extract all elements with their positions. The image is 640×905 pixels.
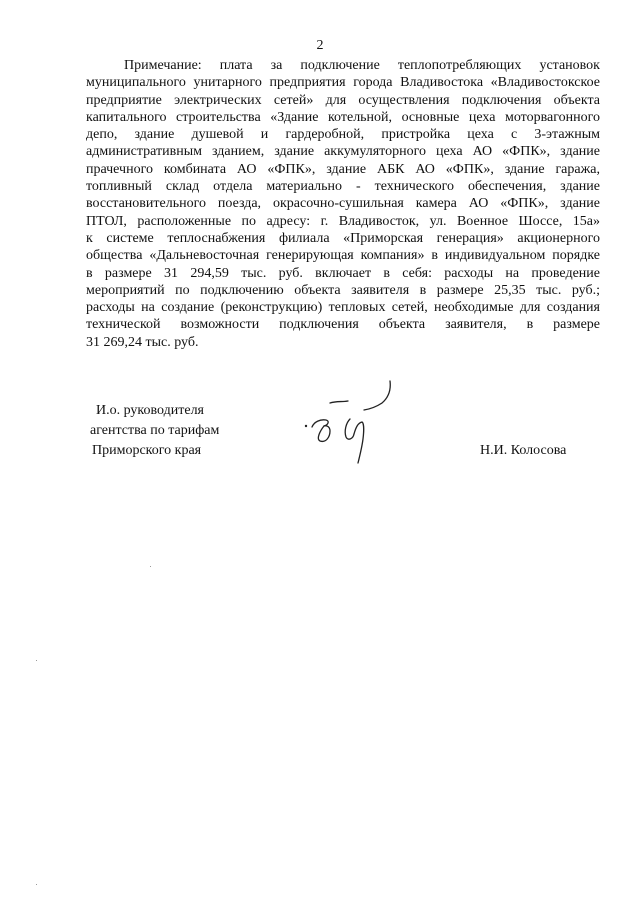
note-line: 31 269,24 тыс. руб. [86, 334, 199, 350]
signer-position [90, 401, 219, 461]
note-line: депо, здание душевой и гардеробной, пристройка цеха с 3-этажным [86, 127, 600, 143]
signer-position-line: И.о. руководителя [96, 403, 205, 418]
signature-block [0, 401, 640, 471]
note-line: мероприятий по подключению объекта заявителя в размере 25,35 тыс. руб.; [86, 282, 600, 298]
note-line: капитального строительства «Здание котельной, основные цеха моторвагонного [86, 109, 600, 125]
note-line: административным зданием, здание аккумуляторного цеха АО «ФПК», здание [86, 144, 600, 160]
note-paragraph [86, 57, 600, 351]
signer-position-line: Приморского края [92, 443, 202, 458]
page-number: 2 [316, 38, 324, 53]
note-line: в размере 31 294,59 тыс. руб. включает в себя: расходы на проведение [86, 265, 600, 281]
note-line: муниципального унитарного предприятия города Владивостока «Владивостокское [86, 75, 600, 91]
scan-speck [150, 566, 151, 567]
note-line: восстановительного поезда, окрасочно-сушильная камера АО «ФПК», здание [86, 196, 600, 212]
signer-position-line: агентства по тарифам [90, 423, 220, 438]
note-line: топливный склад отдела материально - технического обеспечения, здание [86, 179, 600, 195]
note-line: технической возможности подключения объекта заявителя, в размере [86, 317, 600, 333]
note-line: общества «Дальневосточная генерирующая компания» в индивидуальном порядке [86, 248, 600, 264]
scan-speck [36, 884, 37, 885]
note-line: Примечание: плата за подключение теплопотребляющих установок [124, 58, 600, 73]
note-line: к системе теплоснабжения филиала «Приморская генерация» акционерного [86, 230, 600, 246]
note-line: расходы на создание (реконструкцию) тепловых сетей, необходимые для создания [86, 300, 600, 316]
signer-name: Н.И. Колосова [480, 443, 567, 458]
note-line: прачечного комбината АО «ФПК», здание АБК АО «ФПК», здание гаража, [86, 161, 600, 177]
scan-speck [36, 660, 37, 661]
note-line: предприятие электрических сетей» для осуществления подключения объекта [86, 92, 600, 108]
handwritten-signature [290, 379, 400, 469]
note-line: ПТОЛ, расположенные по адресу: г. Владивосток, ул. Военное Шоссе, 15а» [86, 213, 600, 229]
